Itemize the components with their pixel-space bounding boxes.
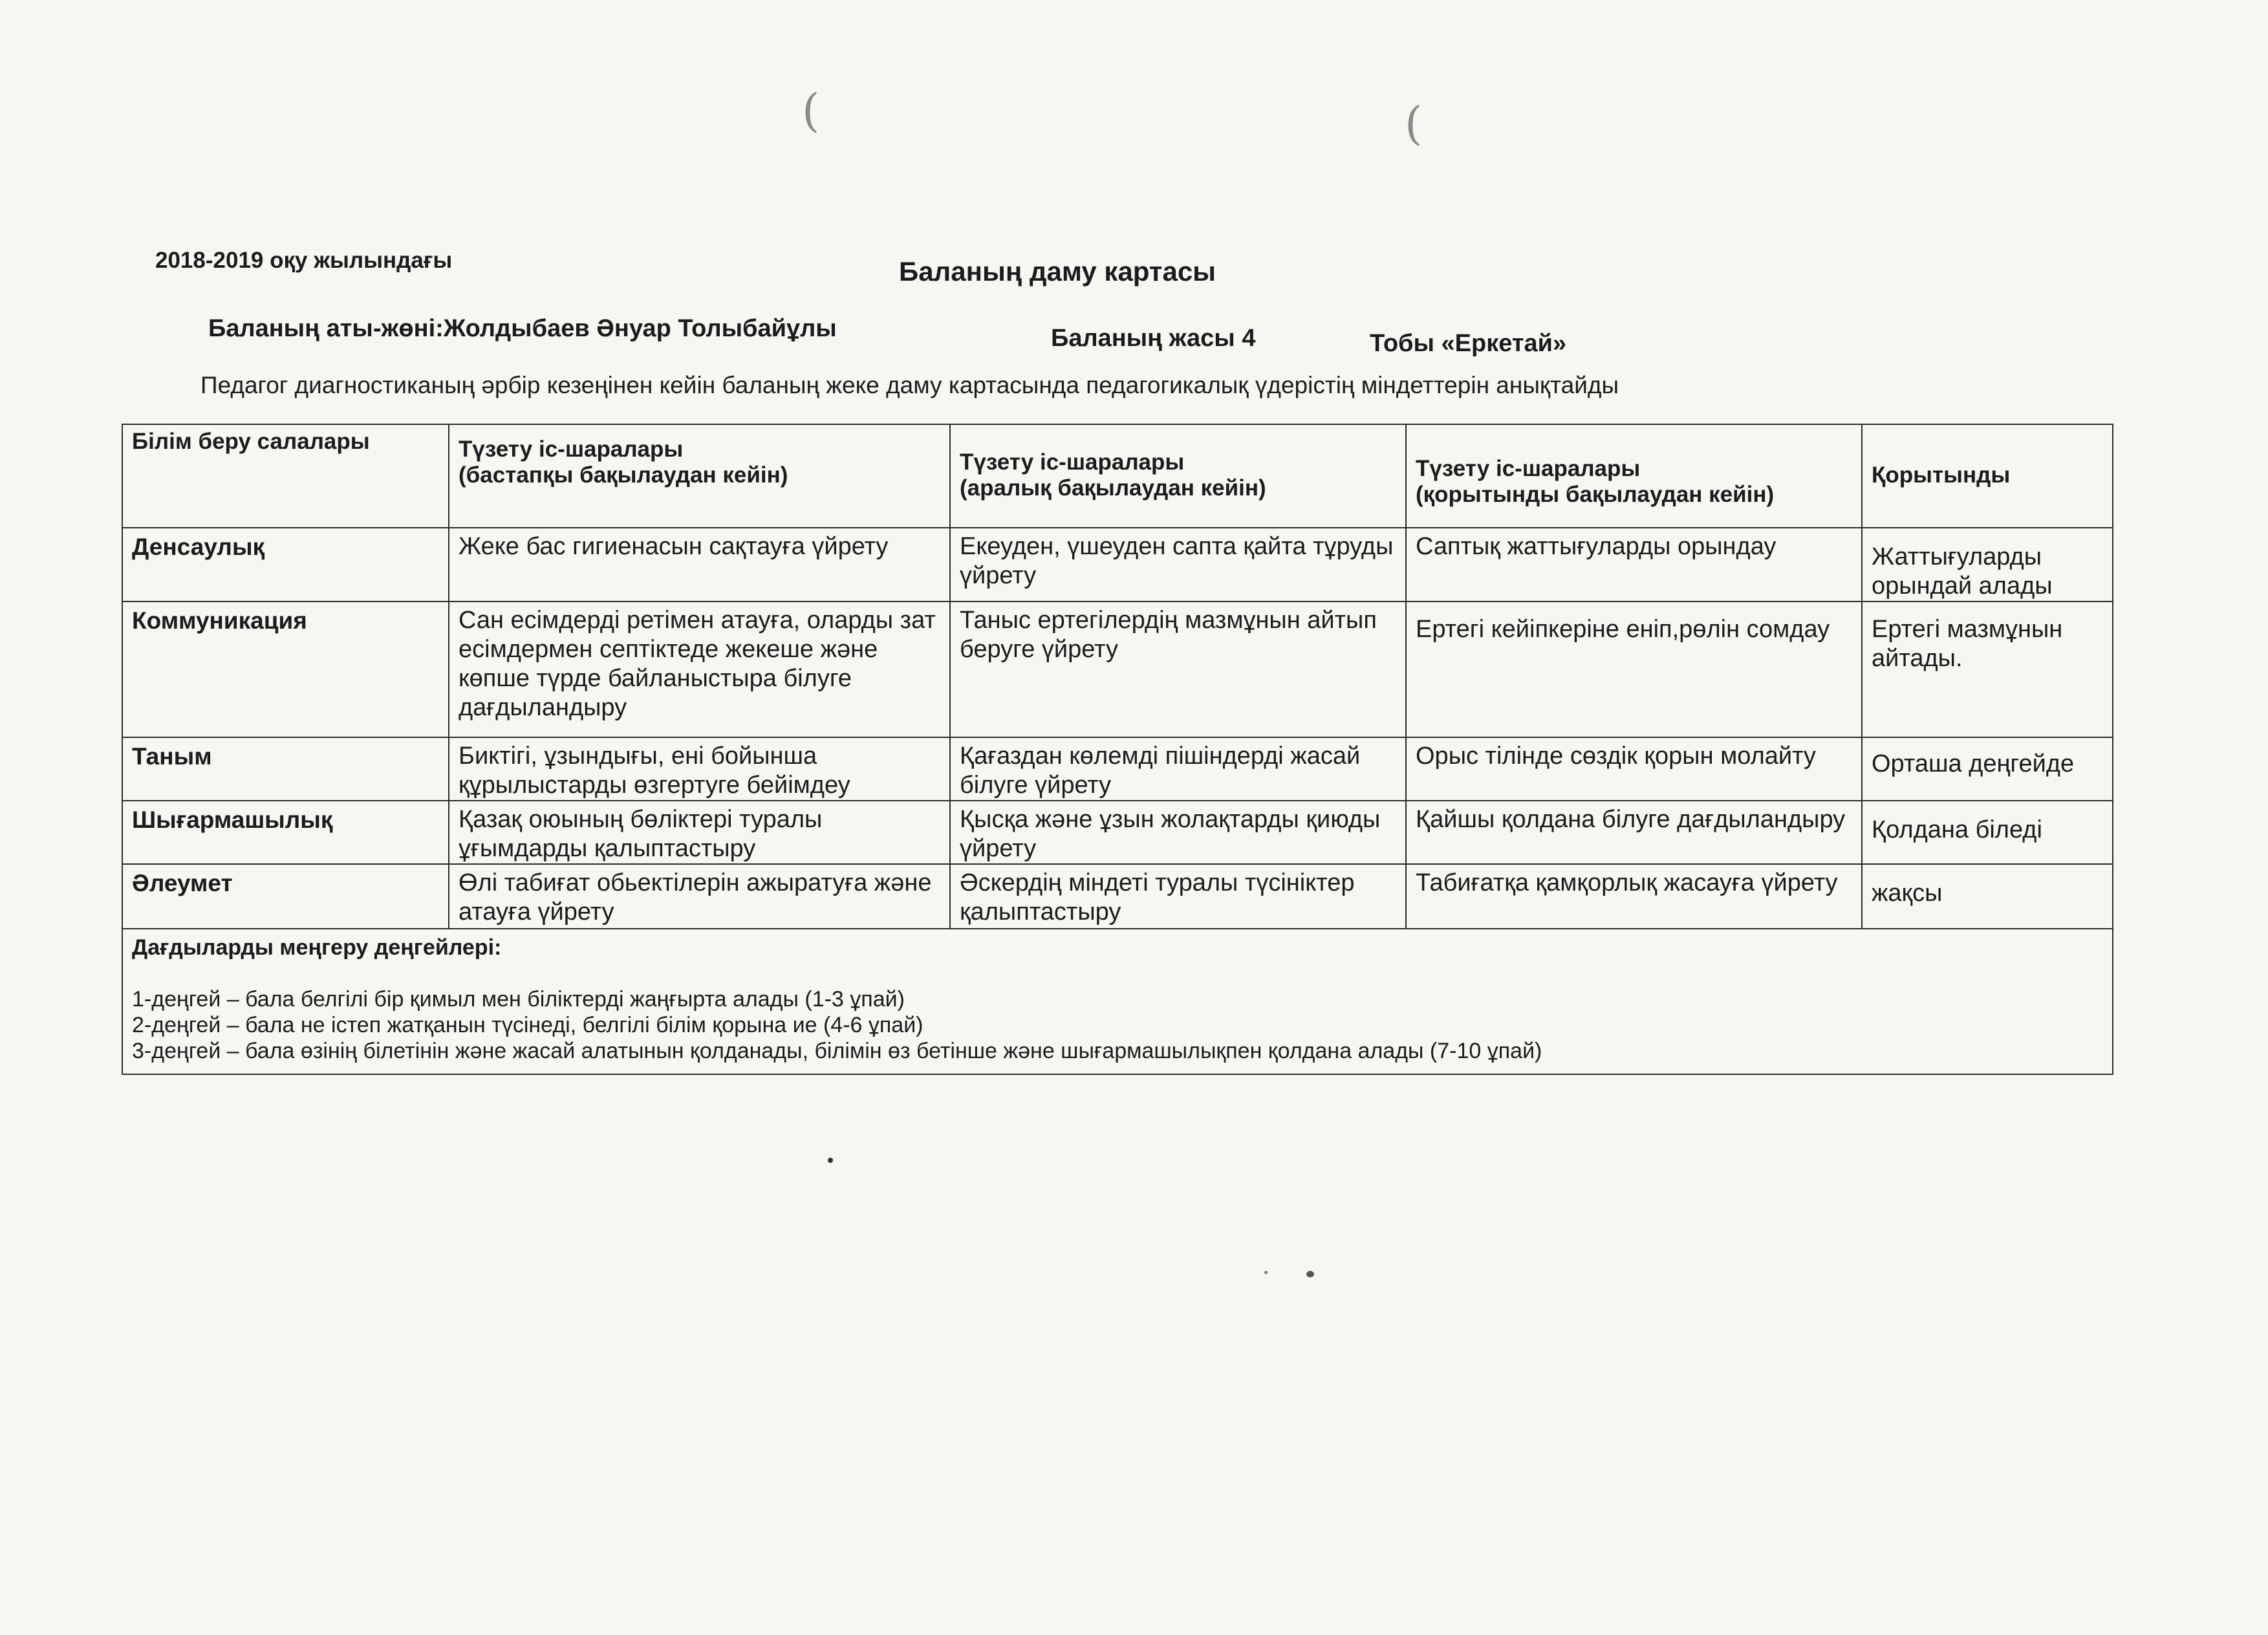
column-header: Түзету іс-шаралары (аралық бақылаудан кейін) [950,424,1406,528]
scan-mark-right: ( [1405,97,1423,150]
result-cell: Қолдана біледі [1862,801,2113,864]
final-cell: Саптық жаттығуларды орындау [1406,528,1862,601]
skill-level-item: 2-деңгей – бала не істеп жатқанын түсінеді, белгілі білім қорына ие (4-6 ұпай) [132,1013,923,1037]
column-header: Қорытынды [1862,424,2113,528]
initial-cell: Жеке бас гигиенасын сақтауға үйрету [449,528,950,601]
final-cell: Ертегі кейіпкеріне еніп,рөлін сомдау [1406,601,1862,737]
child-name: Баланың аты-жөні:Жолдыбаев Әнуар Толыбайұлы [208,315,837,342]
result-cell: Жаттығуларды орындай алады [1862,528,2113,601]
initial-cell: Өлі табиғат обьектілерін ажыратуға және атауға үйрету [449,864,950,929]
area-cell: Таным [122,737,449,801]
scan-speck [828,1158,833,1163]
table-row [122,737,2113,801]
intermediate-cell: Екеуден, үшеуден сапта қайта тұруды үйрету [950,528,1406,601]
skill-levels-cell [122,929,2113,1074]
result-cell: жақсы [1862,864,2113,929]
result-cell: Ертегі мазмұнын айтады. [1862,601,2113,737]
scan-speck [1306,1271,1314,1277]
table-row [122,864,2113,929]
intermediate-cell: Қысқа және ұзын жолақтарды қиюды үйрету [950,801,1406,864]
final-cell: Табиғатқа қамқорлық жасауға үйрету [1406,864,1862,929]
document-title: Баланың даму картасы [899,256,1216,287]
child-group: Тобы «Еркетай» [1370,330,1567,357]
child-age: Баланың жасы 4 [1051,325,1256,352]
intermediate-cell: Әскердің міндеті туралы түсініктер қалыптастыру [950,864,1406,929]
intermediate-cell: Таныс ертегілердің мазмұнын айтып беруге үйрету [950,601,1406,737]
initial-cell: Сан есімдерді ретімен атауға, оларды зат есімдермен септіктеде жекеше және көпше түрде байланыстыра білуге дағдыландыру [449,601,950,737]
final-cell: Қайшы қолдана білуге дағдыландыру [1406,801,1862,864]
skill-level-item: 3-деңгей – бала өзінің білетінін және жасай алатынын қолданады, білімін өз бетінше және шығармашылықпен қолдана алады (7-10 ұпай) [132,1039,1542,1063]
result-cell: Орташа деңгейде [1862,737,2113,801]
area-cell: Әлеумет [122,864,449,929]
initial-cell: Қазақ оюының бөліктері туралы ұғымдарды қалыптастыру [449,801,950,864]
initial-cell: Биктігі, ұзындығы, ені бойынша құрылыстарды өзгертуге бейімдеу [449,737,950,801]
intermediate-cell: Қағаздан көлемді пішіндерді жасай білуге үйрету [950,737,1406,801]
area-cell: Коммуникация [122,601,449,737]
scan-mark-left: ( [802,84,820,137]
column-header: Түзету іс-шаралары (қорытынды бақылаудан кейін) [1406,424,1862,528]
table-row [122,528,2113,601]
development-map-table [122,424,2113,1075]
levels-row [122,929,2113,1074]
skill-level-item: 1-деңгей – бала белгілі бір қимыл мен біліктерді жаңғырта алады (1-3 ұпай) [132,987,905,1012]
table-row [122,801,2113,864]
area-cell: Денсаулық [122,528,449,601]
column-header: Білім беру салалары [122,424,449,528]
scan-speck [1264,1271,1268,1274]
academic-year: 2018-2019 оқу жылындағы [155,248,453,273]
intro-text: Педагог диагностиканың әрбір кезеңінен кейін баланың жеке даму картасында педагогикалық үдерістің міндеттерін анықтайды [200,372,1619,398]
table-row [122,601,2113,737]
area-cell: Шығармашылық [122,801,449,864]
final-cell: Орыс тілінде сөздік қорын молайту [1406,737,1862,801]
column-header: Түзету іс-шаралары (бастапқы бақылаудан кейін) [449,424,950,528]
table-header-row [122,424,2113,528]
skill-levels-title: Дағдыларды меңгеру деңгейлері: [132,935,502,960]
